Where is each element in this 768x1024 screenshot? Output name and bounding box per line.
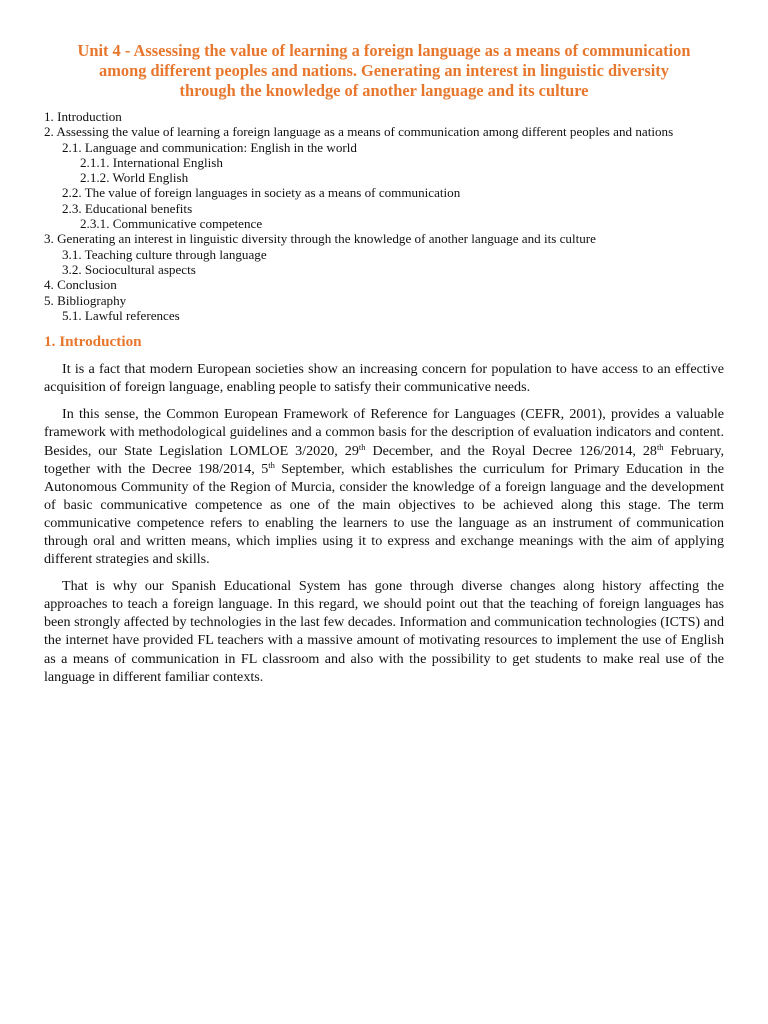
toc-item: 2.1.1. International English bbox=[80, 154, 223, 170]
toc-item: 2. Assessing the value of learning a foreign language as a means of communication among different peoples and nations bbox=[44, 124, 674, 140]
section-heading: 1. Introduction bbox=[44, 333, 142, 351]
document-title bbox=[44, 41, 724, 101]
toc-item: 2.1. Language and communication: English in the world bbox=[62, 139, 357, 155]
paragraph-2-text-d: September, which establishes the curriculum for Primary Education in the Autonomous Community of the Region of Murcia, consider the knowledge of a foreign language and the development of basic communicative competence as one of the main objectives to be achieved along this stage. The term communicative competence refers to enabling the learners to use the language as an instrument of communication through oral and written means, which implies using it to express and exchange meanings with the aim of applying different strategies and skills. bbox=[44, 460, 724, 568]
toc-item: 4. Conclusion bbox=[44, 277, 117, 293]
paragraph-2-text-c: February, together with the Decree 198/2014, 5 bbox=[44, 442, 724, 477]
table-of-contents bbox=[44, 109, 724, 323]
paragraph-2 bbox=[44, 405, 724, 568]
document-page bbox=[44, 41, 724, 695]
toc-item: 3.1. Teaching culture through language bbox=[62, 246, 267, 262]
ordinal-suffix: th bbox=[358, 441, 366, 452]
toc-item: 3. Generating an interest in linguistic diversity through the knowledge of another language and its culture bbox=[44, 231, 596, 247]
paragraph-2-text-a: In this sense, the Common European Framework of Reference for Languages (CEFR, 2001), provides a valuable framework with methodological guidelines and a common basis for the description of evaluation indicators and content. Besides, our State Legislation LOMLOE 3/2020, 29 bbox=[44, 406, 724, 459]
title-line-1: Unit 4 - Assessing the value of learning a foreign language as a means of communication bbox=[77, 41, 691, 60]
toc-item: 3.2. Sociocultural aspects bbox=[62, 261, 196, 277]
title-line-2: among different peoples and nations. Generating an interest in linguistic diversity bbox=[99, 61, 669, 80]
toc-item: 2.3. Educational benefits bbox=[62, 200, 193, 216]
toc-item: 5. Bibliography bbox=[44, 292, 127, 308]
toc-item: 1. Introduction bbox=[44, 109, 122, 124]
ordinal-suffix: th bbox=[656, 441, 664, 452]
paragraph-2-text-b: December, and the Royal Decree 126/2014, 28 bbox=[365, 442, 657, 459]
toc-item: 5.1. Lawful references bbox=[62, 307, 180, 323]
paragraph-3: That is why our Spanish Educational System has gone through diverse changes along history affecting the approaches to teach a foreign language. In this regard, we should point out that the teaching of foreign languages has been strongly affected by technologies in the last few decades. Information and communication technologies (ICTS) and the internet have provided FL teachers with a massive amount of motivating resources to implement the use of English as a means of communication in FL classroom and also with the possibility to get students to make real use of the language in different familiar contexts. bbox=[44, 578, 724, 685]
paragraph-1: It is a fact that modern European societies show an increasing concern for population to have access to an effective acquisition of foreign language, enabling people to satisfy their communicative needs. bbox=[44, 361, 724, 396]
toc-item: 2.2. The value of foreign languages in society as a means of communication bbox=[62, 185, 461, 201]
ordinal-suffix: th bbox=[268, 459, 275, 470]
title-line-3: through the knowledge of another language and its culture bbox=[179, 81, 589, 100]
toc-item: 2.3.1. Communicative competence bbox=[80, 216, 263, 232]
toc-item: 2.1.2. World English bbox=[80, 170, 189, 186]
